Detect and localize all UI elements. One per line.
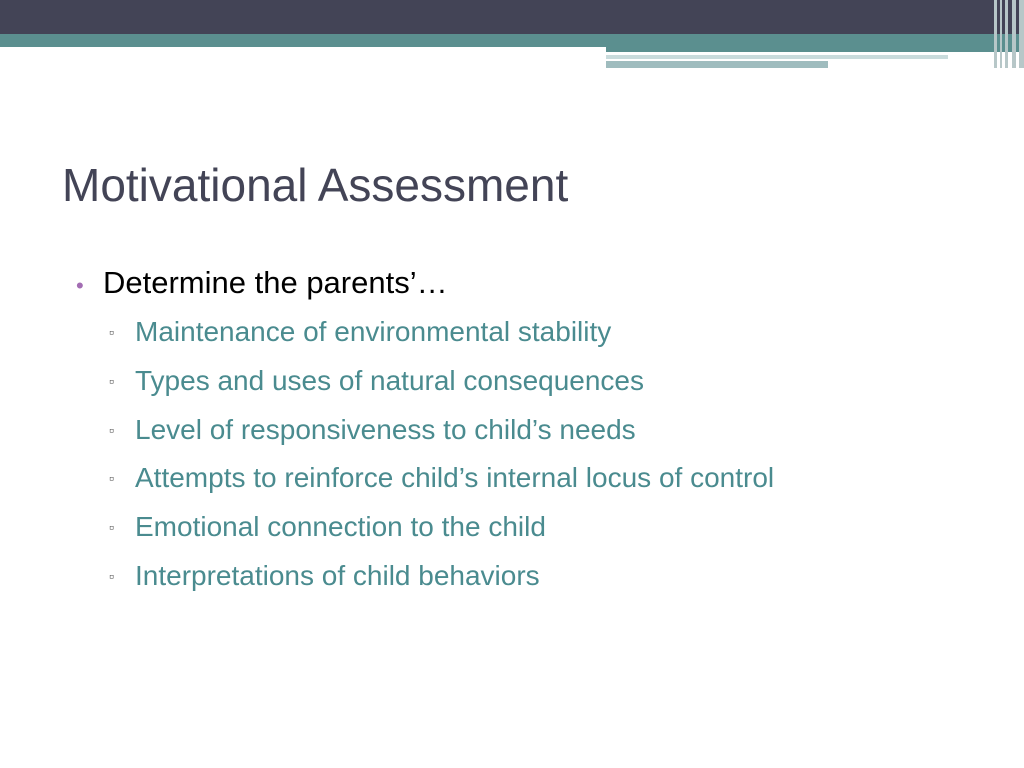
square-bullet-icon: ▫: [109, 324, 114, 340]
top-dark-band: [0, 0, 1024, 34]
pale-line-lower: [606, 61, 828, 68]
square-bullet-icon: ▫: [109, 421, 114, 438]
square-bullet-icon: ▫: [109, 519, 114, 536]
bullet-dot-icon: •: [76, 273, 84, 298]
list-item: [76, 454, 1006, 503]
slide-body: [76, 262, 1006, 601]
list-item-text: Level of responsiveness to child’s needs: [135, 413, 636, 445]
right-vertical-bars: [994, 0, 1024, 68]
list-item-text: Maintenance of environmental stability: [135, 316, 612, 347]
main-bullet-text: Determine the parents’…: [103, 265, 448, 300]
list-item-text: Interpretations of child behaviors: [135, 559, 540, 591]
list-item: [76, 503, 1006, 552]
square-bullet-icon: ▫: [109, 470, 114, 487]
square-bullet-icon: ▫: [109, 567, 114, 584]
list-item: [76, 308, 1006, 357]
list-item-text: Emotional connection to the child: [135, 511, 546, 543]
slide-title: Motivational Assessment: [62, 159, 569, 211]
list-item-text: Attempts to reinforce child’s internal locus of control: [135, 462, 775, 494]
main-bullet: [76, 262, 1006, 304]
pale-line-upper: [606, 55, 948, 59]
teal-right-strip: [606, 44, 1024, 52]
square-bullet-icon: ▫: [109, 372, 114, 389]
list-item: [76, 357, 1006, 406]
sub-bullet-list: [76, 308, 1006, 601]
list-item: [76, 406, 1006, 455]
list-item: [76, 552, 1006, 601]
list-item-text: Types and uses of natural consequences: [135, 364, 645, 396]
